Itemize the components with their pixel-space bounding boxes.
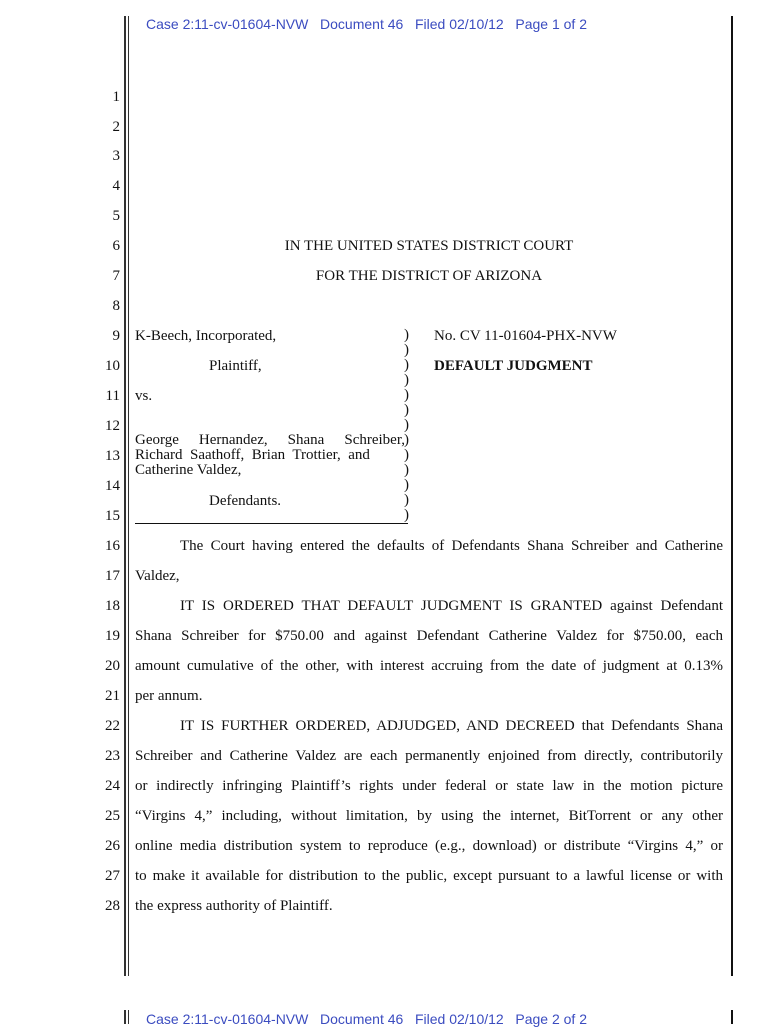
line-number: 27 bbox=[105, 868, 120, 884]
line-number: 5 bbox=[112, 208, 120, 224]
line-number: 18 bbox=[105, 598, 120, 614]
line-number: 1 bbox=[112, 89, 120, 105]
line-number: 24 bbox=[105, 778, 120, 794]
body-line-17: Valdez, bbox=[135, 568, 180, 584]
page2-left-margin-rule-inner bbox=[128, 1010, 129, 1024]
line-number: 11 bbox=[105, 388, 120, 404]
line-number: 23 bbox=[105, 748, 120, 764]
plaintiff-label: Plaintiff, bbox=[209, 358, 262, 374]
body-line-24: or indirectly infringing Plaintiff’s rights under federal or state law in the motion picture bbox=[135, 778, 723, 794]
line-number: 7 bbox=[112, 268, 120, 284]
line-number: 22 bbox=[105, 718, 120, 734]
body-line-16: The Court having entered the defaults of Defendants Shana Schreiber and Catherine bbox=[180, 538, 723, 554]
caption-parentheses: ) ) ) ) ) ) ) ) ) ) ) ) ) bbox=[404, 327, 409, 523]
case-header: Case 2:11-cv-01604-NVW Document 46 Filed 02/10/12 Page 1 of 2 bbox=[146, 16, 587, 32]
line-number: 13 bbox=[105, 448, 120, 464]
body-line-21: per annum. bbox=[135, 688, 203, 704]
line-number: 25 bbox=[105, 808, 120, 824]
plaintiff-name: K-Beech, Incorporated, bbox=[135, 328, 277, 344]
line-number: 12 bbox=[105, 418, 120, 434]
body-line-18: IT IS ORDERED THAT DEFAULT JUDGMENT IS GRANTED against Defendant bbox=[180, 598, 723, 614]
defendants-label: Defendants. bbox=[209, 493, 282, 509]
line-number: 26 bbox=[105, 838, 120, 854]
body-line-28: the express authority of Plaintiff. bbox=[135, 898, 333, 914]
line-number: 6 bbox=[112, 238, 120, 254]
line-number: 20 bbox=[105, 658, 120, 674]
body-line-23: Schreiber and Catherine Valdez are each permanently enjoined from directly, contributorily bbox=[135, 748, 723, 764]
line-number: 28 bbox=[105, 898, 120, 914]
case-number: No. CV 11-01604-PHX-NVW bbox=[434, 328, 617, 344]
line-number: 8 bbox=[112, 298, 120, 314]
body-line-19: Shana Schreiber for $750.00 and against Defendant Catherine Valdez for $750.00, each bbox=[135, 628, 723, 644]
line-number: 21 bbox=[105, 688, 120, 704]
left-margin-rule-inner bbox=[128, 16, 129, 976]
defendants-names-1: George Hernandez, Shana Schreiber, bbox=[135, 432, 405, 448]
line-number: 9 bbox=[112, 328, 120, 344]
body-line-22: IT IS FURTHER ORDERED, ADJUDGED, AND DECREED that Defendants Shana bbox=[180, 718, 723, 734]
line-number: 19 bbox=[105, 628, 120, 644]
body-line-27: to make it available for distribution to the public, except pursuant to a lawful license or with bbox=[135, 868, 723, 884]
left-margin-rule bbox=[124, 16, 126, 976]
page2-left-margin-rule bbox=[124, 1010, 126, 1024]
line-number: 17 bbox=[105, 568, 120, 584]
line-number: 10 bbox=[105, 358, 120, 374]
defendants-names-3: Catherine Valdez, bbox=[135, 462, 242, 478]
body-line-20: amount cumulative of the other, with interest accruing from the date of judgment at 0.13% bbox=[135, 658, 723, 674]
line-number: 16 bbox=[105, 538, 120, 554]
body-line-26: online media distribution system to reproduce (e.g., download) or distribute “Virgins 4,” or bbox=[135, 838, 723, 854]
court-name: IN THE UNITED STATES DISTRICT COURT bbox=[284, 238, 574, 254]
caption-underline bbox=[135, 523, 408, 524]
page2-right-margin-rule bbox=[731, 1010, 733, 1024]
body-line-25: “Virgins 4,” including, without limitation, by using the internet, BitTorrent or any other bbox=[135, 808, 723, 824]
line-number: 4 bbox=[112, 178, 120, 194]
document-title: DEFAULT JUDGMENT bbox=[434, 358, 593, 374]
line-number: 15 bbox=[105, 508, 120, 524]
line-number: 3 bbox=[112, 148, 120, 164]
line-number: 2 bbox=[112, 119, 120, 135]
case-header-page-2: Case 2:11-cv-01604-NVW Document 46 Filed 02/10/12 Page 2 of 2 bbox=[146, 1011, 587, 1027]
line-number: 14 bbox=[105, 478, 120, 494]
right-margin-rule bbox=[731, 16, 733, 976]
defendants-names-2: Richard Saathoff, Brian Trottier, and bbox=[135, 447, 370, 463]
court-district: FOR THE DISTRICT OF ARIZONA bbox=[315, 268, 543, 284]
versus: vs. bbox=[135, 388, 153, 404]
